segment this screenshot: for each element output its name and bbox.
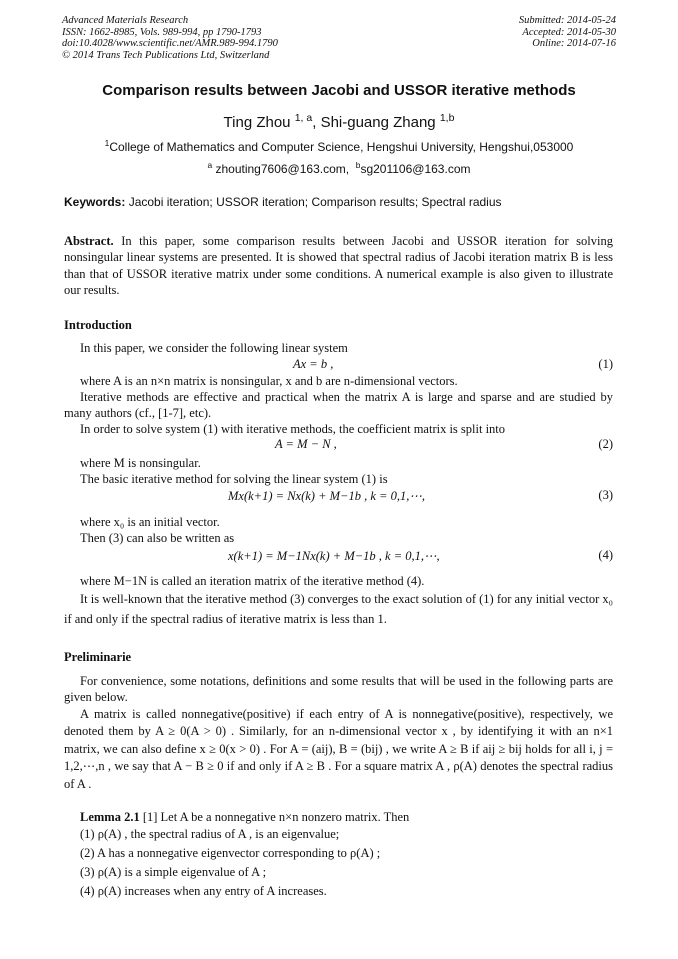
abstract <box>64 233 613 299</box>
email-a: zhouting7606@163.com, <box>212 162 350 176</box>
submitted-date: Submitted: 2014-05-24 <box>518 15 616 26</box>
intro-line-5: where M is nonsingular. <box>80 456 201 470</box>
keywords <box>64 195 614 209</box>
equation-3: Mx(k+1) = Nx(k) + M−1b , k = 0,1,⋯, <box>228 489 425 503</box>
online-date: Online: 2014-07-16 <box>532 38 616 49</box>
intro-line-1: In this paper, we consider the following linear system <box>80 341 348 355</box>
abstract-text: In this paper, some comparison results between Jacobi and USSOR iteration for solving nonsingular linear systems are presented. It is showed that spectral radius of Jacobi iteration matrix B is less than that of USSOR iterative matrix under some conditions. A numerical example is also given to illustrate our results. <box>64 234 613 298</box>
author-2-sup: 1,b <box>439 112 455 124</box>
keywords-label: Keywords: <box>64 195 126 209</box>
equation-3-number: (3) <box>598 488 613 502</box>
lemma-item: (1) ρ(A) , the spectral radius of A , is an eigenvalue; <box>80 827 340 841</box>
lemma-item: (4) ρ(A) increases when any entry of A increases. <box>80 884 327 898</box>
author-1: Ting Zhou <box>223 114 291 131</box>
doi: doi:10.4028/www.scientific.net/AMR.989-994.1790 <box>62 38 278 49</box>
email-b-sup: b <box>355 160 361 170</box>
author-2: Shi-guang Zhang <box>320 114 436 131</box>
equation-1-number: (1) <box>598 357 613 371</box>
lemma-2-1 <box>80 809 409 825</box>
issn: ISSN: 1662-8985, Vols. 989-994, pp 1790-1793 <box>62 26 262 38</box>
paper-title: Comparison results between Jacobi and USSOR iterative methods <box>102 82 576 99</box>
intro-line-10: It is well-known that the iterative method (3) converges to the exact solution of (1) for any initial vector x₀ if and only if the spectral radius of iterative matrix is less than 1. <box>64 592 613 626</box>
affiliation <box>0 138 678 154</box>
intro-line-7: where x₀ is an initial vector. <box>80 515 220 529</box>
intro-line-2: where A is an n×n matrix is nonsingular, x and b are n-dimensional vectors. <box>80 374 458 388</box>
authors <box>0 112 678 131</box>
dates-info <box>519 15 616 50</box>
intro-line-9: where M−1N is called an iteration matrix of the iterative method (4). <box>80 574 425 588</box>
equation-1: Ax = b , <box>293 357 334 371</box>
keywords-text: Jacobi iteration; USSOR iteration; Comparison results; Spectral radius <box>125 195 502 209</box>
equation-2-number: (2) <box>598 437 613 451</box>
email-a-sup: a <box>207 160 213 170</box>
affiliation-sup: 1 <box>104 138 110 148</box>
journal-name: Advanced Materials Research <box>62 15 189 26</box>
author-separator: , <box>312 114 321 131</box>
intro-line-4: In order to solve system (1) with iterative methods, the coefficient matrix is split into <box>80 422 506 436</box>
lemma-item: (3) ρ(A) is a simple eigenvalue of A ; <box>80 865 267 879</box>
affiliation-text: College of Mathematics and Computer Science, Hengshui University, Hengshui,053000 <box>109 140 574 154</box>
author-1-sup: 1, a <box>294 112 313 124</box>
journal-info <box>62 15 278 61</box>
emails <box>0 160 678 176</box>
intro-heading: Introduction <box>64 318 132 332</box>
email-b: sg201106@163.com <box>360 162 471 176</box>
lemma-label: Lemma 2.1 <box>80 810 140 824</box>
prelim-heading: Preliminarie <box>64 650 132 664</box>
prelim-paragraph-2: A matrix is called nonnegative(positive) if each entry of A is nonnegative(positive), respectively, we denoted them by A ≥ 0(A > 0) . Similarly, for an n-dimensional vector x , by identifying it with an n×1 matrix, we can also define x ≥ 0(x > 0) . For A = (aij), B = (bij) , we write A ≥ B if aij ≥ bij holds for all i, j = 1,2,⋯,n , we say that A − B ≥ 0 if and only if A ≥ B . For a square matrix A , ρ(A) denotes the spectral radius of A . <box>64 707 613 791</box>
abstract-label: Abstract. <box>64 234 114 248</box>
intro-line-3: Iterative methods are effective and practical when the matrix A is large and sparse and are studied by many authors (cf., [1-7], etc). <box>64 390 613 421</box>
equation-2: A = M − N , <box>275 437 337 451</box>
lemma-item: (2) A has a nonnegative eigenvector corresponding to ρ(A) ; <box>80 846 381 860</box>
intro-line-6: The basic iterative method for solving the linear system (1) is <box>80 472 388 486</box>
accepted-date: Accepted: 2014-05-30 <box>522 26 616 38</box>
equation-4-number: (4) <box>598 548 613 562</box>
equation-4: x(k+1) = M−1Nx(k) + M−1b , k = 0,1,⋯, <box>228 549 440 563</box>
intro-line-8: Then (3) can also be written as <box>80 531 235 545</box>
lemma-text: [1] Let A be a nonnegative n×n nonzero matrix. Then <box>139 810 410 824</box>
copyright: © 2014 Trans Tech Publications Ltd, Switzerland <box>62 49 270 61</box>
prelim-paragraph-1: For convenience, some notations, definitions and some results that will be used in the following parts are given below. <box>64 674 613 705</box>
